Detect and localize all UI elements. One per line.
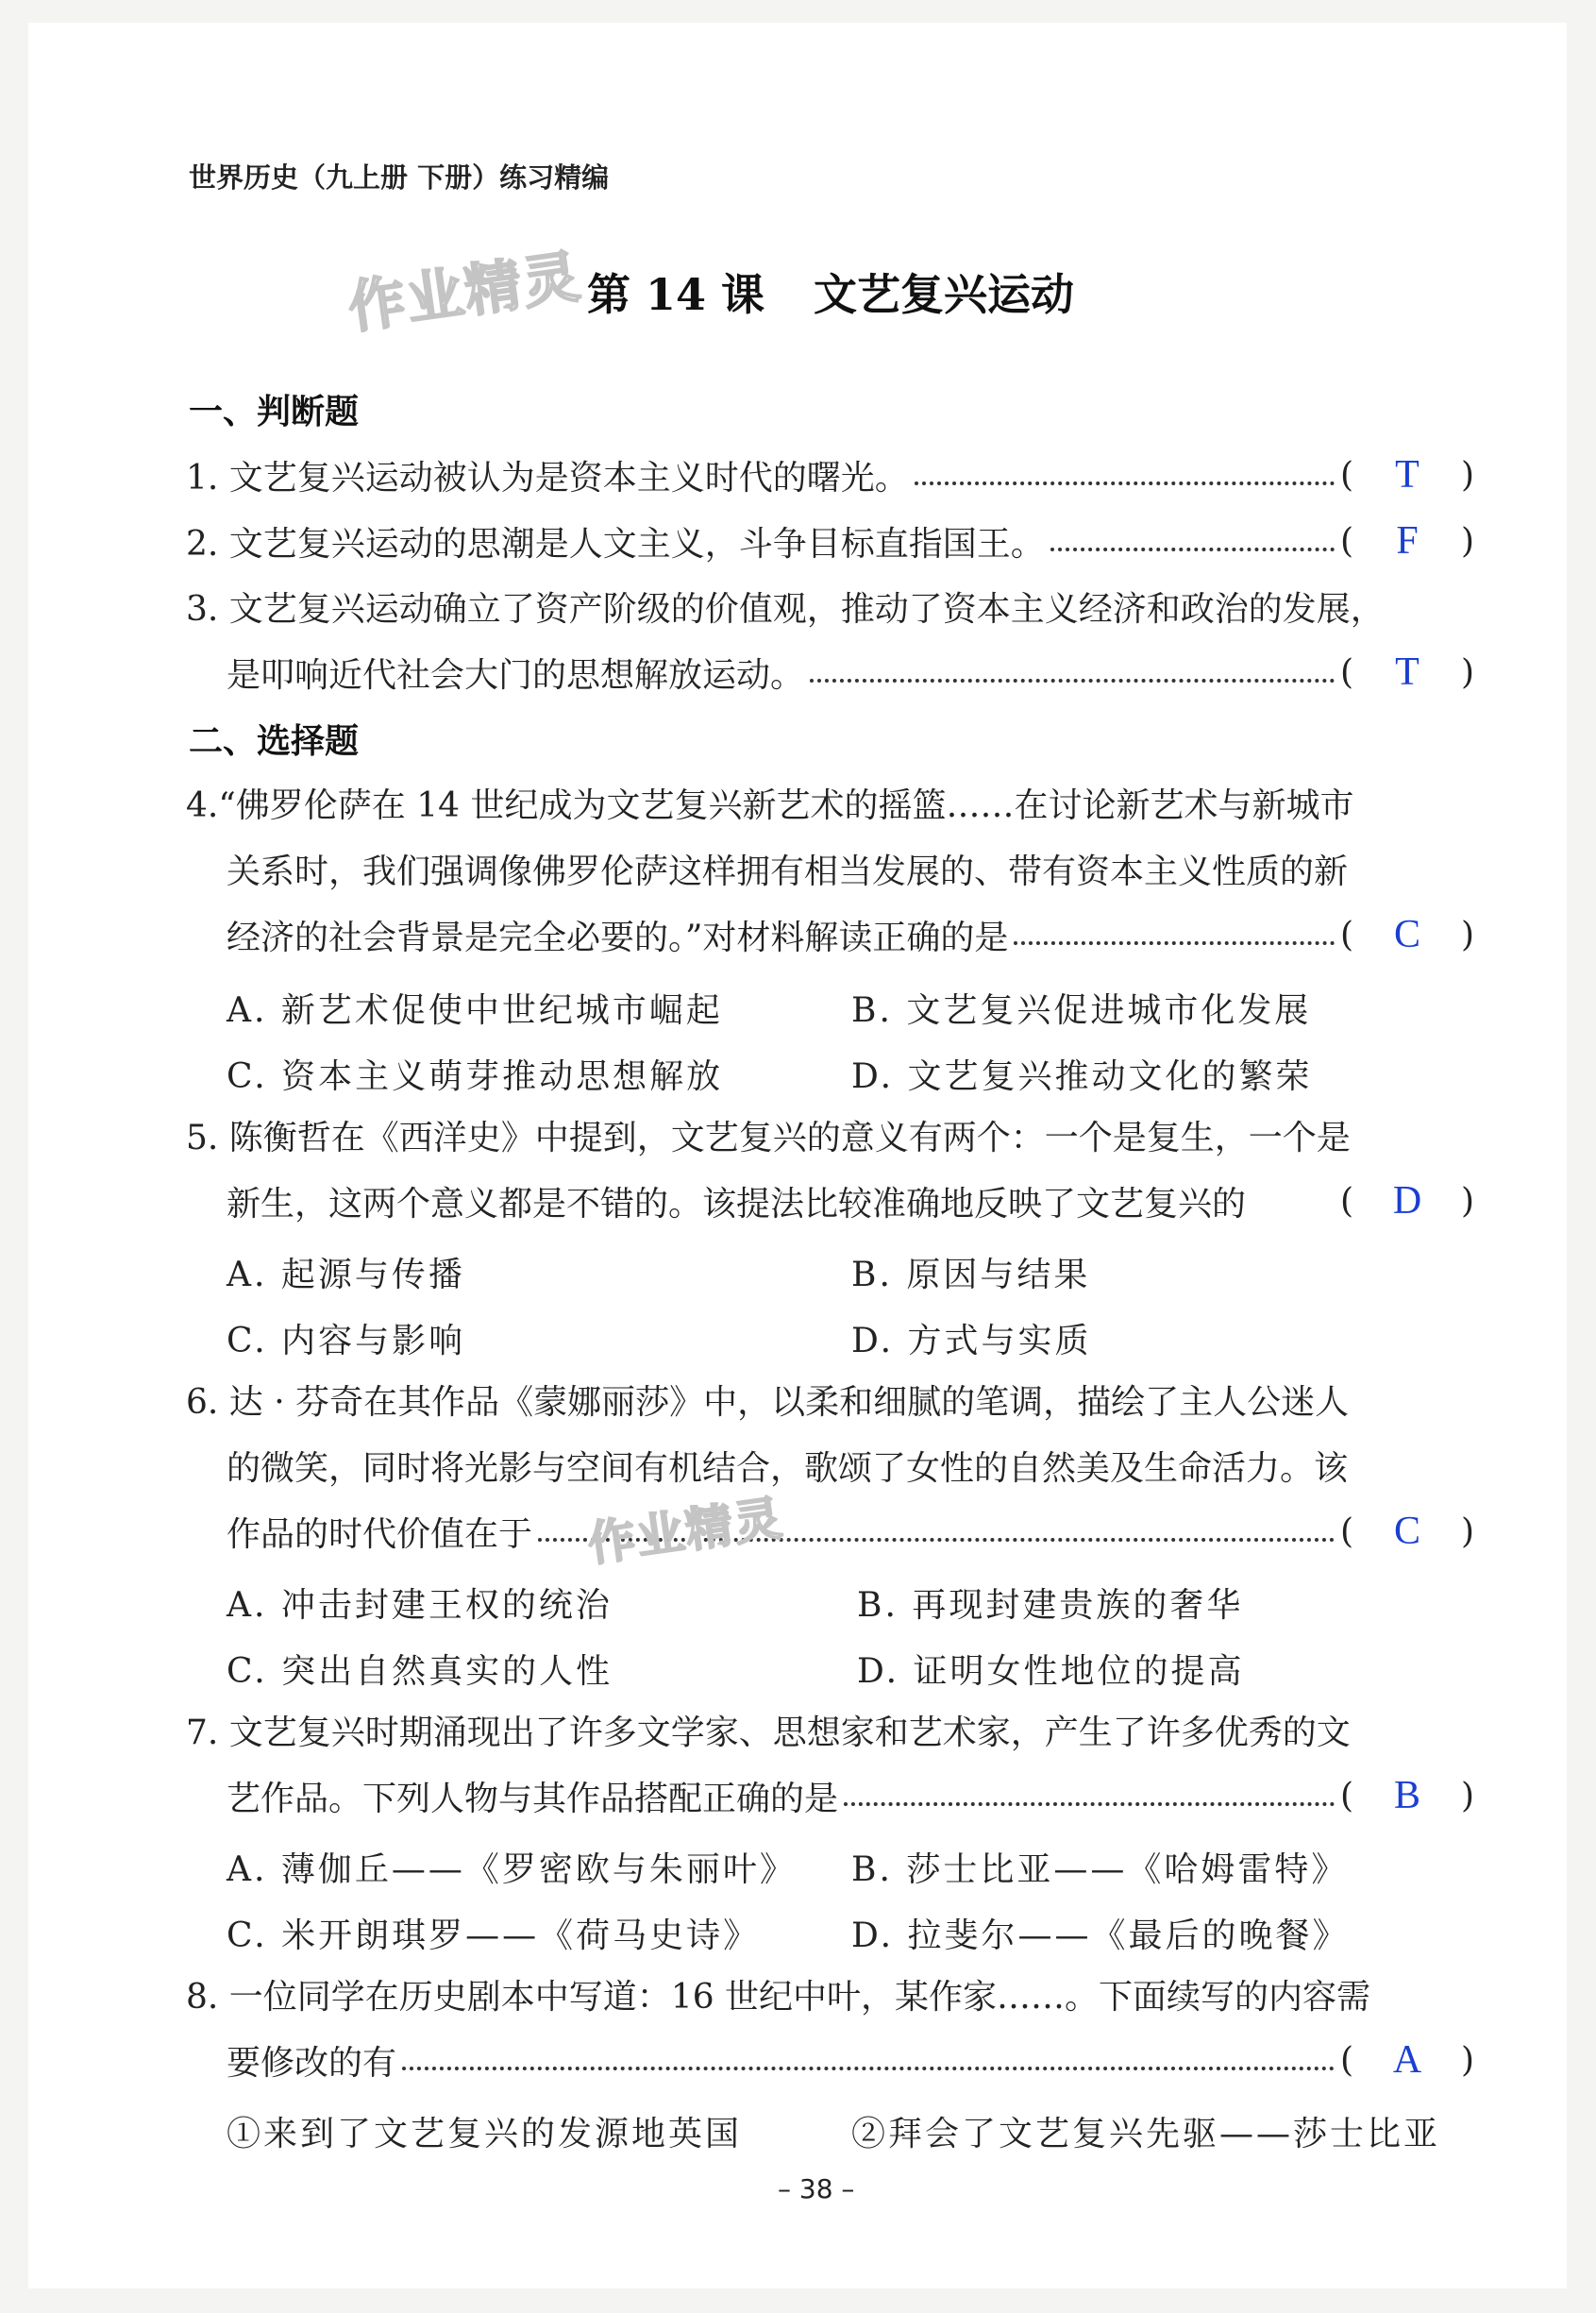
answer-q1: T [1395,453,1420,497]
section-choice: 二、选择题 [189,722,360,761]
question-2 [186,513,1474,569]
q8-item-1: ①来到了文艺复兴的发源地英国 [227,2115,743,2153]
question-3-line-1: 3. 文艺复兴运动确立了资产阶级的价值观，推动了资本主义经济和政治的发展， [186,589,1385,629]
question-6-line-1: 6. 达 · 芬奇在其作品《蒙娜丽莎》中，以柔和细腻的笔调，描绘了主人公迷人 [186,1382,1350,1422]
watermark-middle: 作业精灵 [584,1490,787,1573]
question-5-line-2: 新生，这两个意义都是不错的。该提法比较准确地反映了文艺复兴的 ( D ) [227,1179,1474,1224]
answer-q2: F [1396,519,1419,563]
question-6-line-2: 的微笑，同时将光影与空间有机结合，歌颂了女性的自然美及生命活力。该 [227,1448,1349,1488]
question-8-line-1: 8. 一位同学在历史剧本中写道：16 世纪中叶，某作家……。下面续写的内容需 [186,1977,1371,2017]
leader-dots [915,478,1335,485]
lesson-name: 文艺复兴运动 [814,269,1075,320]
q4-option-c: C. 资本主义萌芽推动思想解放 [227,1057,724,1096]
q6-option-b: B. 再现封建贵族的奢华 [857,1586,1244,1625]
answer-q3: T [1395,650,1420,694]
q6-option-a: A. 冲击封建王权的统治 [227,1586,613,1625]
answer-bracket: ( F ) [1340,519,1474,563]
leader-dots [1014,937,1335,945]
answer-bracket: ( T ) [1340,650,1474,694]
q5-option-c: C. 内容与影响 [227,1322,466,1360]
q6-option-d: D. 证明女性地位的提高 [857,1652,1245,1691]
leader-dots [402,2063,1335,2070]
q8-item-2: ②拜会了文艺复兴先驱——莎士比亚 [851,2115,1441,2153]
q5-option-a: A. 起源与传播 [227,1256,465,1294]
q7-option-b: B. 莎士比亚——《哈姆雷特》 [851,1850,1349,1889]
answer-bracket: ( C ) [1340,1510,1474,1553]
question-1-text: 1. 文艺复兴运动被认为是资本主义时代的曙光。 [186,458,909,498]
question-7-line-1: 7. 文艺复兴时期涌现出了许多文学家、思想家和艺术家，产生了许多优秀的文 [186,1713,1351,1752]
q4-option-a: A. 新艺术促使中世纪城市崛起 [227,991,723,1030]
section-judge: 一、判断题 [189,393,360,431]
answer-bracket: ( C ) [1340,913,1474,956]
q7-option-c: C. 米开朗琪罗——《荷马史诗》 [227,1916,761,1955]
page-number: – 38 – [778,2173,855,2204]
question-2-text: 2. 文艺复兴运动的思潮是人文主义，斗争目标直指国王。 [186,524,1045,564]
leader-dots [844,1798,1335,1806]
answer-bracket: ( D ) [1340,1179,1474,1223]
answer-q4: C [1393,913,1420,956]
q7-option-a: A. 薄伽丘——《罗密欧与朱丽叶》 [227,1850,797,1889]
question-6-line-3: 作品的时代价值在于 ( C ) [227,1510,1474,1554]
q4-option-d: D. 文艺复兴推动文化的繁荣 [851,1057,1313,1096]
question-1 [186,447,1474,503]
answer-bracket: ( T ) [1340,453,1474,497]
leader-dots [810,675,1335,683]
answer-bracket: ( B ) [1340,1774,1474,1817]
q6-option-c: C. 突出自然真实的人性 [227,1652,613,1691]
answer-bracket: ( A ) [1340,2038,1474,2082]
lesson-title [587,261,1074,323]
watermark-top: 作业精灵 [344,244,586,342]
question-4-line-1: 4.“佛罗伦萨在 14 世纪成为文艺复兴新艺术的摇篮……在讨论新艺术与新城市 [186,785,1354,825]
leader-dots [1050,544,1335,551]
question-3-line-2: 是叩响近代社会大门的思想解放运动。 ( T ) [227,650,1474,695]
book-header: 世界历史（九上册 下册）练习精编 [189,161,610,194]
q5-option-b: B. 原因与结果 [851,1256,1091,1294]
answer-q7: B [1393,1774,1420,1817]
answer-q5: D [1392,1179,1422,1223]
q4-option-b: B. 文艺复兴促进城市化发展 [851,991,1312,1030]
question-8-line-2: 要修改的有 ( A ) [227,2038,1474,2083]
q7-option-d: D. 拉斐尔——《最后的晚餐》 [851,1916,1350,1955]
question-4-line-2: 关系时，我们强调像佛罗伦萨这样拥有相当发展的、带有资本主义性质的新 [227,852,1349,891]
q5-option-d: D. 方式与实质 [851,1322,1092,1360]
answer-q6: C [1393,1510,1420,1553]
answer-q8: A [1392,2038,1422,2082]
question-5-line-1: 5. 陈衡哲在《西洋史》中提到，文艺复兴的意义有两个：一个是复生，一个是 [186,1118,1351,1157]
question-7-line-2: 艺作品。下列人物与其作品搭配正确的是 ( B ) [227,1774,1474,1818]
lesson-number: 第 14 课 [587,269,765,320]
question-4-line-3: 经济的社会背景是完全必要的。”对材料解读正确的是 ( C ) [227,913,1474,957]
